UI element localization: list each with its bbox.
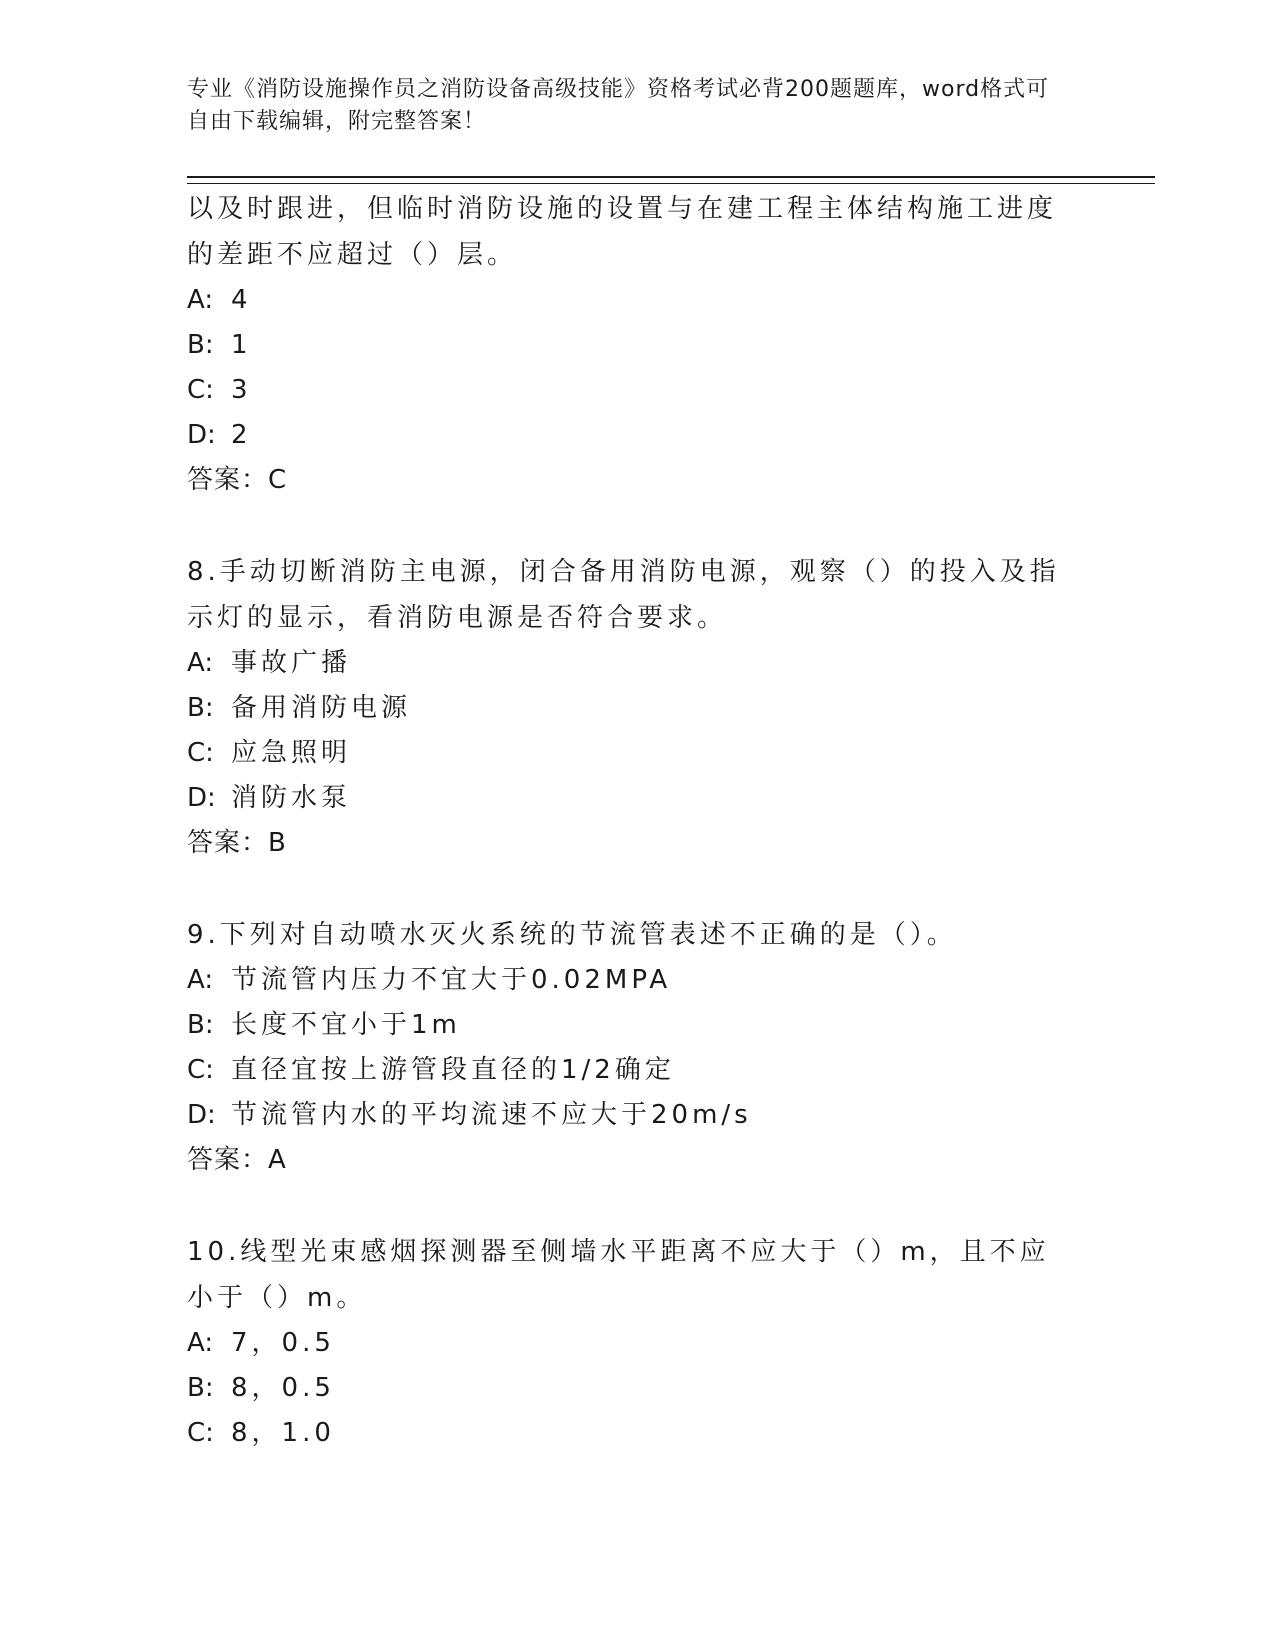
option-text: 应急照明 — [231, 738, 352, 768]
option-d — [187, 1093, 1067, 1138]
option-b — [187, 1366, 1067, 1411]
option-b — [187, 323, 1067, 368]
option-key: C: — [187, 738, 214, 768]
option-key: D: — [187, 1100, 216, 1130]
option-key: C: — [187, 375, 214, 405]
option-c — [187, 368, 1067, 413]
option-text: 直径宜按上游管段直径的1/2确定 — [231, 1055, 675, 1085]
option-d — [187, 776, 1067, 821]
header-divider — [187, 176, 1155, 184]
option-a — [187, 958, 1067, 1003]
question-8 — [187, 549, 1067, 866]
question-list — [187, 186, 1067, 1456]
question-stem: 以及时跟进，但临时消防设施的设置与在建工程主体结构施工进度的差距不应超过（）层。 — [187, 194, 1058, 270]
option-b — [187, 1003, 1067, 1048]
option-key: A: — [187, 648, 214, 678]
option-key: B: — [187, 1373, 214, 1403]
answer-line: 答案：C — [187, 465, 288, 495]
option-text: 8，1.0 — [231, 1418, 335, 1448]
option-c — [187, 1411, 1067, 1456]
option-key: D: — [187, 783, 216, 813]
answer-line: 答案：B — [187, 828, 287, 858]
question-stem: 10.线型光束感烟探测器至侧墙水平距离不应大于（）m，且不应小于（）m。 — [187, 1237, 1050, 1313]
option-key: A: — [187, 285, 214, 315]
option-a — [187, 641, 1067, 686]
question-10 — [187, 1229, 1067, 1456]
option-b — [187, 686, 1067, 731]
option-text: 7，0.5 — [231, 1328, 335, 1358]
option-text: 8，0.5 — [231, 1373, 335, 1403]
option-key: B: — [187, 330, 214, 360]
option-text: 事故广播 — [231, 648, 352, 678]
option-key: B: — [187, 693, 214, 723]
option-text: 消防水泵 — [231, 783, 352, 813]
option-text: 节流管内压力不宜大于0.02MPA — [231, 965, 672, 995]
question-stem: 8.手动切断消防主电源，闭合备用消防电源，观察（）的投入及指示灯的显示，看消防电源是否符合要求。 — [187, 557, 1060, 633]
option-text: 3 — [231, 375, 252, 405]
option-a — [187, 278, 1067, 323]
option-c — [187, 731, 1067, 776]
option-a — [187, 1321, 1067, 1366]
answer-line: 答案：A — [187, 1145, 287, 1175]
option-key: A: — [187, 1328, 214, 1358]
option-text: 4 — [231, 285, 252, 315]
option-key: B: — [187, 1010, 214, 1040]
question-7 — [187, 186, 1067, 503]
option-key: C: — [187, 1055, 214, 1085]
option-key: D: — [187, 420, 216, 450]
question-9 — [187, 912, 1067, 1183]
option-text: 节流管内水的平均流速不应大于20m/s — [231, 1100, 752, 1130]
option-text: 1 — [231, 330, 252, 360]
option-key: C: — [187, 1418, 214, 1448]
option-text: 2 — [231, 420, 252, 450]
option-key: A: — [187, 965, 214, 995]
option-text: 备用消防电源 — [231, 693, 412, 723]
option-c — [187, 1048, 1067, 1093]
page-header: 专业《消防设施操作员之消防设备高级技能》资格考试必背200题题库，word格式可自由下载编辑，附完整答案！ — [187, 77, 1050, 134]
option-d — [187, 413, 1067, 458]
option-text: 长度不宜小于1m — [231, 1010, 461, 1040]
question-stem: 9.下列对自动喷水灭火系统的节流管表述不正确的是（）。 — [187, 920, 957, 950]
